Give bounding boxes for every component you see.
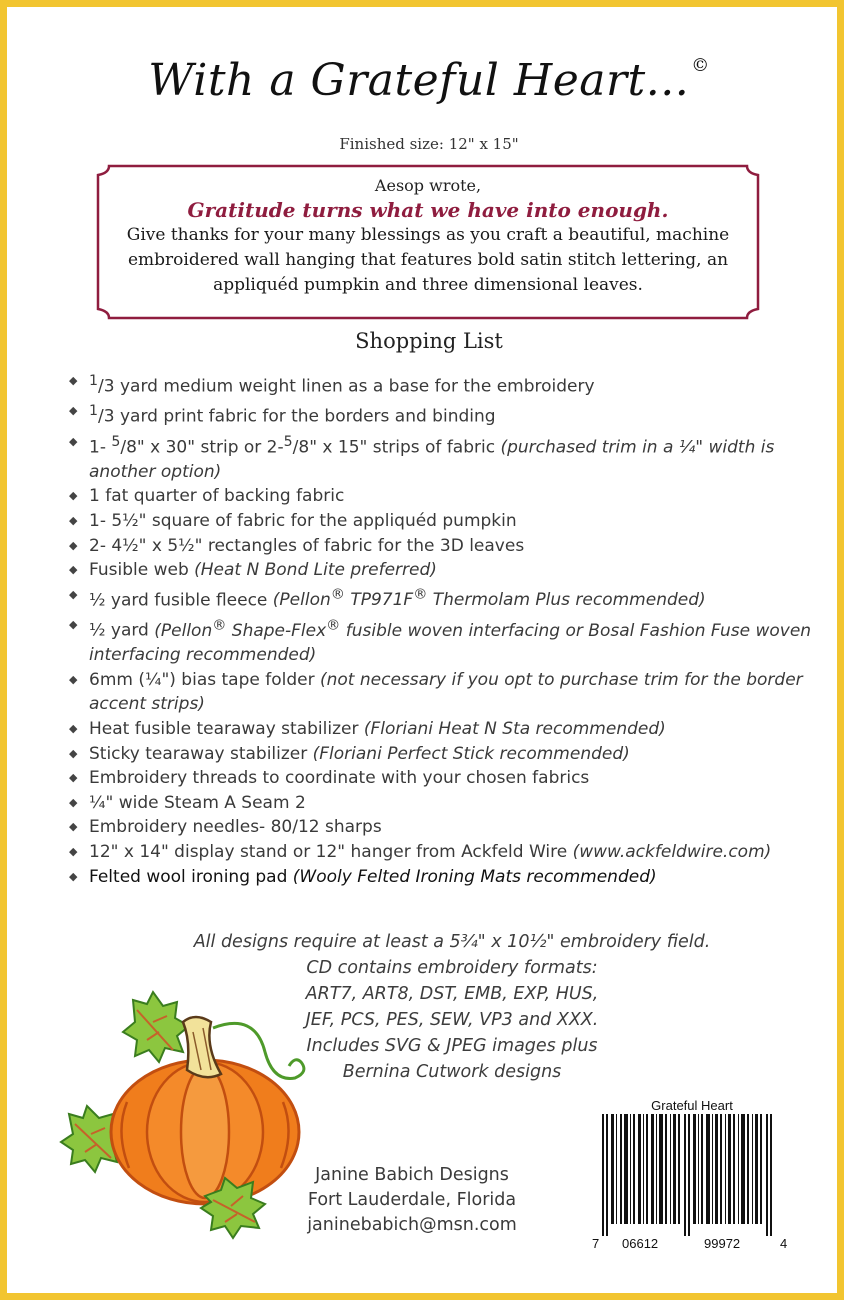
bullet-icon: ◆ bbox=[69, 587, 78, 601]
bullet-icon: ◆ bbox=[69, 617, 78, 631]
page-title bbox=[7, 55, 844, 106]
list-item: ◆ Embroidery needles- 80/12 sharps bbox=[67, 815, 827, 840]
contact-info bbox=[287, 1163, 537, 1238]
copyright-mark: © bbox=[691, 55, 710, 76]
bullet-icon: ◆ bbox=[69, 538, 78, 552]
bullet-icon: ◆ bbox=[69, 513, 78, 527]
bullet-icon: ◆ bbox=[69, 489, 78, 503]
list-item: ◆ Felted wool ironing pad (Wooly Felted Ironing Mats recommended) bbox=[67, 865, 827, 890]
list-item: ◆ Sticky tearaway stabilizer (Floriani Perfect Stick recommended) bbox=[67, 742, 827, 767]
shopping-list-heading: Shopping List bbox=[355, 329, 503, 353]
list-item: ◆ Embroidery threads to coordinate with your chosen fabrics bbox=[67, 766, 827, 791]
list-item: ◆ 1 fat quarter of backing fabric bbox=[67, 484, 827, 509]
bullet-icon: ◆ bbox=[69, 795, 78, 809]
gratitude-quote: Gratitude turns what we have into enough. bbox=[187, 198, 669, 222]
barcode-digit-first: 7 bbox=[592, 1236, 600, 1251]
barcode-block bbox=[592, 1098, 792, 1252]
format-line: ART7, ART8, DST, EMB, EXP, HUS, bbox=[305, 984, 599, 1004]
list-item: ◆ ½ yard fusible fleece (Pellon® TP971F® Thermolam Plus recommended) bbox=[67, 583, 827, 613]
list-item: ◆ 2- 4½" x 5½" rectangles of fabric for the 3D leaves bbox=[67, 534, 827, 559]
list-item: ◆ 6mm (¼") bias tape folder (not necessary if you opt to purchase trim for the border accent strips) bbox=[69, 669, 803, 715]
finished-size: Finished size: 12" x 15" bbox=[339, 135, 519, 153]
bullet-icon: ◆ bbox=[69, 434, 78, 448]
company-name: Janine Babich Designs bbox=[315, 1165, 509, 1185]
list-item: ◆ 1- $^5$/8" x 30" strip or 2-$^5$/8" x 15" strips of fabric (purchased trim in a ¼" width is another option) bbox=[67, 430, 827, 485]
bullet-icon: ◆ bbox=[69, 844, 78, 858]
bullet-icon: ◆ bbox=[69, 672, 78, 686]
barcode-title: Grateful Heart bbox=[651, 1098, 733, 1113]
bullet-icon: ◆ bbox=[69, 771, 78, 785]
company-location: Fort Lauderdale, Florida bbox=[307, 1190, 517, 1210]
contact-email: janinebabich@msn.com bbox=[307, 1215, 517, 1235]
barcode-group-left: 06612 bbox=[622, 1236, 659, 1251]
barcode-group-right: 99972 bbox=[704, 1236, 741, 1251]
quote-intro: Aesop wrote, bbox=[374, 176, 482, 195]
list-item: ◆ $^1$/3 yard print fabric for the borders and binding bbox=[67, 399, 827, 429]
bullet-icon: ◆ bbox=[69, 820, 78, 834]
shopping-list bbox=[67, 369, 827, 889]
bullet-icon: ◆ bbox=[69, 722, 78, 735]
list-item: ◆ 1- 5½" square of fabric for the appliquéd pumpkin bbox=[67, 509, 827, 534]
quote-body: Give thanks for your many blessings as you craft a beautiful, machine embroidered wall hanging that features bold satin stitch lettering, an appliquéd pumpkin and three dimensional leaves. bbox=[126, 225, 730, 295]
format-line: Bernina Cutwork designs bbox=[342, 1062, 562, 1082]
list-item: ◆ ½ yard (Pellon® Shape-Flex® fusible woven interfacing or Bosal Fashion Fuse woven interfacing recommended) bbox=[67, 613, 827, 668]
barcode-icon bbox=[592, 1114, 792, 1236]
bullet-icon: ◆ bbox=[69, 869, 78, 883]
bullet-icon: ◆ bbox=[69, 563, 78, 577]
list-item: ◆ 12" x 14" display stand or 12" hanger from Ackfeld Wire (www.ackfeldwire.com) bbox=[67, 840, 827, 865]
quote-box bbox=[95, 163, 761, 321]
list-item: ◆ Fusible web (Heat N Bond Lite preferred) bbox=[67, 558, 827, 583]
list-item: ◆ $^1$/3 yard medium weight linen as a base for the embroidery bbox=[67, 369, 827, 399]
list-item: ◆ ¼" wide Steam A Seam 2 bbox=[67, 791, 827, 816]
format-line: JEF, PCS, PES, SEW, VP3 and XXX. bbox=[305, 1010, 599, 1030]
bullet-icon: ◆ bbox=[69, 746, 78, 760]
title-text: With a Grateful Heart... bbox=[148, 55, 690, 106]
format-line: Includes SVG & JPEG images plus bbox=[306, 1036, 598, 1056]
list-item: ◆ Heat fusible tearaway stabilizer (Floriani Heat N Sta recommended) bbox=[67, 717, 827, 742]
format-line: All designs require at least a 5¾" x 10½" embroidery field. bbox=[193, 932, 711, 952]
bullet-icon: ◆ bbox=[69, 374, 78, 387]
barcode-digit-last: 4 bbox=[780, 1236, 788, 1251]
bullet-icon: ◆ bbox=[69, 404, 78, 418]
format-line: CD contains embroidery formats: bbox=[306, 958, 598, 978]
